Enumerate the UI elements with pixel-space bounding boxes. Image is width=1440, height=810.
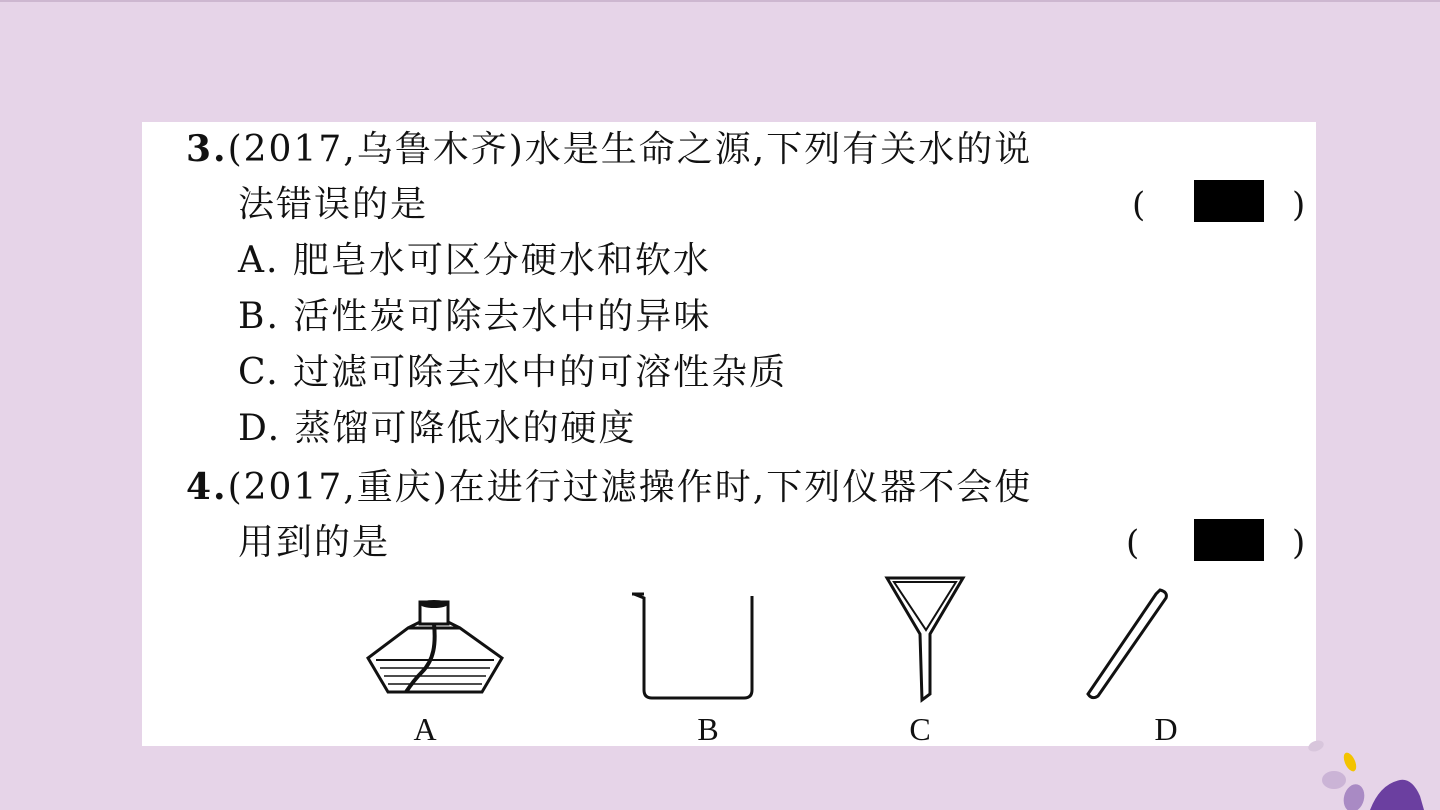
q3-paren-close: ) bbox=[1292, 185, 1306, 225]
q4-line1 bbox=[186, 465, 1032, 510]
q4-number: 4. bbox=[186, 466, 228, 508]
alcohol-lamp-icon bbox=[362, 598, 508, 702]
top-border bbox=[0, 0, 1440, 2]
q3-paren-open: ( bbox=[1132, 185, 1146, 225]
q3-stem-2: 法错误的是 bbox=[238, 184, 429, 225]
question-card bbox=[142, 122, 1316, 746]
q3-answer-mask bbox=[1194, 180, 1264, 222]
q3-option-d: D. 蒸馏可降低水的硬度 bbox=[238, 408, 637, 449]
figure-label-d: D bbox=[1154, 711, 1178, 747]
q3-line1 bbox=[186, 127, 1032, 172]
q4-paren-close: ) bbox=[1292, 523, 1306, 563]
q3-option-b: B. 活性炭可除去水中的异味 bbox=[238, 296, 712, 337]
q3-option-a: A. 肥皂水可区分硬水和软水 bbox=[238, 240, 711, 281]
figure-label-b: B bbox=[697, 711, 719, 747]
funnel-icon bbox=[884, 574, 966, 704]
corner-petal-decoration-icon bbox=[1300, 740, 1440, 810]
q4-stem-2: 用到的是 bbox=[238, 522, 391, 563]
beaker-icon bbox=[630, 590, 766, 702]
glass-rod-icon bbox=[1086, 586, 1172, 702]
q3-option-c: C. 过滤可除去水中的可溶性杂质 bbox=[238, 352, 788, 393]
q4-paren-open: ( bbox=[1126, 523, 1140, 563]
q4-answer-mask bbox=[1194, 519, 1264, 561]
q3-stem-1: (2017,乌鲁木齐)水是生命之源,下列有关水的说 bbox=[227, 129, 1033, 170]
figure-label-a: A bbox=[413, 711, 437, 747]
figure-label-c: C bbox=[909, 711, 931, 747]
q4-stem-1: (2017,重庆)在进行过滤操作时,下列仪器不会使 bbox=[227, 467, 1033, 508]
q3-number: 3. bbox=[186, 128, 228, 170]
